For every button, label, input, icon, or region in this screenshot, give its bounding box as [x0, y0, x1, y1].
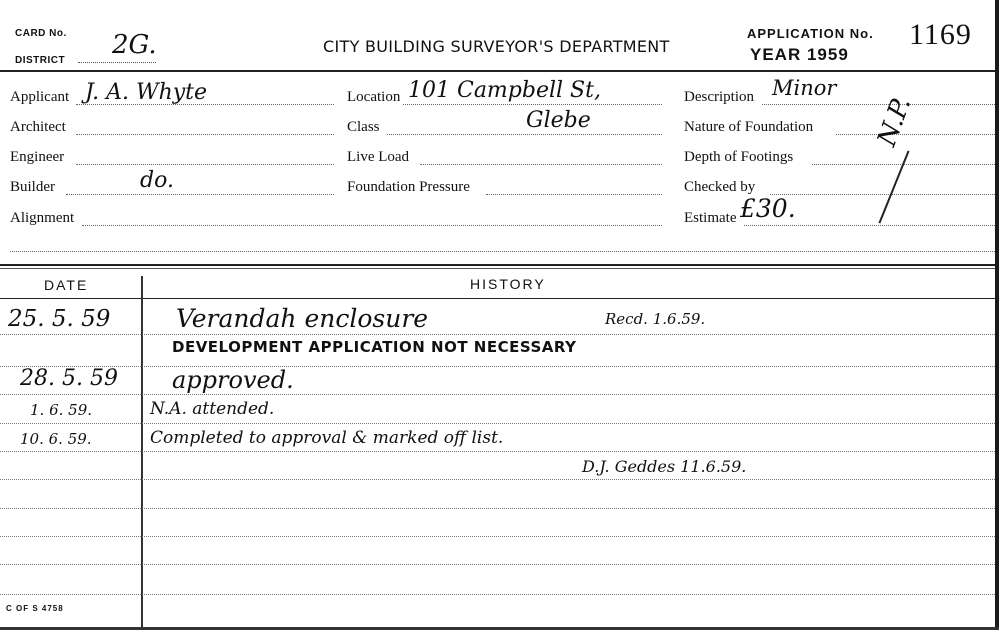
- card-no-label: CARD No.: [15, 28, 67, 39]
- history-entry-text: N.A. attended.: [150, 399, 275, 419]
- history-row-line: [0, 423, 995, 424]
- signature: D.J. Geddes 11.6.59.: [582, 457, 747, 476]
- header-rule: [0, 70, 995, 72]
- builder-value: do.: [140, 168, 174, 193]
- history-rule-top: [0, 264, 995, 266]
- engineer-line: [76, 164, 334, 165]
- history-row-line: [0, 366, 995, 367]
- history-row-line: [0, 334, 995, 335]
- history-entry-text: Completed to approval & marked off list.: [150, 428, 504, 448]
- foundation-pressure-line: [486, 194, 662, 195]
- history-entry-note: Recd. 1.6.59.: [605, 310, 706, 328]
- engineer-label: Engineer: [10, 149, 65, 165]
- district-underline: [78, 62, 156, 63]
- card-edge-right: [995, 0, 999, 630]
- year-label: YEAR 1959: [750, 45, 849, 64]
- history-row-line: [0, 564, 995, 565]
- history-row-line: [0, 594, 995, 595]
- stamp-development-application: DEVELOPMENT APPLICATION NOT NECESSARY: [172, 338, 577, 356]
- estimate-line: [744, 225, 995, 226]
- estimate-label: Estimate: [684, 210, 737, 226]
- applicant-value: J. A. Whyte: [85, 80, 208, 105]
- history-row-line: [0, 536, 995, 537]
- builder-label: Builder: [10, 179, 55, 195]
- class-label: Class: [347, 119, 380, 135]
- district-value: 2G.: [112, 30, 157, 60]
- location-label: Location: [347, 89, 401, 105]
- history-rule-top-thin: [0, 268, 995, 269]
- history-row-line: [0, 479, 995, 480]
- history-row-line: [0, 451, 995, 452]
- architect-line: [76, 134, 334, 135]
- form-code: C OF S 4758: [6, 604, 64, 613]
- history-row-line: [0, 508, 995, 509]
- estimate-value: £30.: [740, 194, 796, 223]
- nature-of-foundation-label: Nature of Foundation: [684, 119, 814, 135]
- live-load-line: [420, 164, 662, 165]
- live-load-label: Live Load: [347, 149, 410, 165]
- class-line: [387, 134, 662, 135]
- location-value-suburb: Glebe: [526, 108, 591, 133]
- location-value: 101 Campbell St,: [408, 78, 601, 103]
- application-number: 1169: [909, 18, 972, 51]
- checked-by-line: [770, 194, 995, 195]
- history-column-header: HISTORY: [470, 276, 546, 292]
- history-entry-date: 25. 5. 59: [8, 306, 111, 332]
- application-no-label: APPLICATION No.: [747, 26, 874, 41]
- alignment-label: Alignment: [10, 210, 75, 226]
- applicant-label: Applicant: [10, 89, 70, 105]
- history-entry-date: 28. 5. 59: [20, 366, 118, 391]
- architect-label: Architect: [10, 119, 66, 135]
- history-entry-date: 1. 6. 59.: [30, 401, 93, 419]
- margin-stroke: [878, 150, 909, 223]
- checked-by-label: Checked by: [684, 179, 756, 195]
- foundation-pressure-label: Foundation Pressure: [347, 179, 470, 195]
- margin-mark: N.P.: [872, 93, 918, 151]
- description-label: Description: [684, 89, 754, 105]
- location-line: [403, 104, 662, 105]
- history-entry-text: approved.: [172, 366, 294, 394]
- nature-of-foundation-line: [836, 134, 995, 135]
- blank-line: [10, 251, 995, 252]
- builder-line: [66, 194, 334, 195]
- description-value: Minor: [772, 76, 837, 100]
- history-entry-text: Verandah enclosure: [176, 304, 429, 333]
- date-column-divider: [141, 276, 143, 630]
- alignment-line: [82, 225, 662, 226]
- depth-of-footings-label: Depth of Footings: [684, 149, 794, 165]
- description-line: [762, 104, 995, 105]
- history-header-rule: [0, 298, 995, 299]
- date-column-header: DATE: [44, 277, 89, 293]
- district-label: DISTRICT: [15, 55, 66, 66]
- department-title: CITY BUILDING SURVEYOR'S DEPARTMENT: [323, 37, 670, 56]
- history-row-line: [0, 394, 995, 395]
- history-entry-date: 10. 6. 59.: [20, 430, 92, 448]
